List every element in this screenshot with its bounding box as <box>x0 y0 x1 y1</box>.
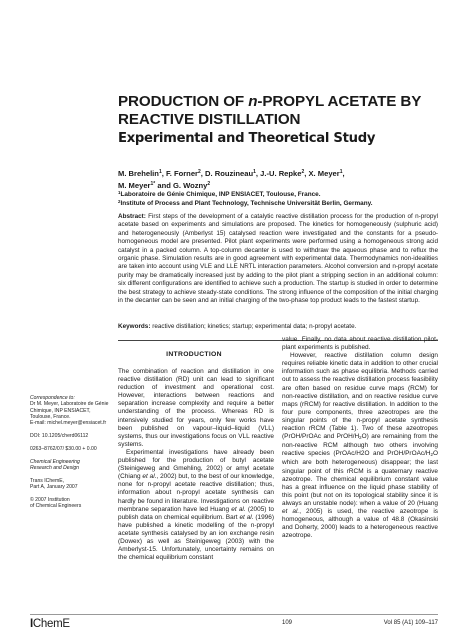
body-column-left <box>118 368 274 562</box>
author-affil-mark: 2 <box>207 181 211 187</box>
journal-line: Chemical Engineering <box>30 458 80 465</box>
copyright <box>30 497 110 510</box>
affiliation-text: Laboratoire de Génie Chimique, INP ENSIACET, Toulouse, France. <box>120 191 321 198</box>
section-heading-introduction: INTRODUCTION <box>166 351 222 358</box>
text-run: O which are both heterogeneous) disappear; the last singular point of this rRCM is a quaternary reactive azeotrope. The chemical equilibrium constant value has a great influence on the liquid phase stability of this point (but not on its topological stability since it is always an unstable node): when a value of 20 (Huang <box>282 450 438 507</box>
affiliation-mark: 2 <box>118 199 121 204</box>
author-affil-mark: 2 <box>301 169 305 175</box>
article-title <box>118 93 438 129</box>
correspondence-label: Correspondence to: <box>30 395 75 401</box>
page-number: 109 <box>282 620 293 626</box>
issn-price: 0263–8762/07/ $30.00 + 0.00 <box>30 445 97 452</box>
author: and G. Wozny <box>155 181 208 190</box>
author: , J.-U. Repke <box>255 169 302 178</box>
copyright-line: © 2007 Institution <box>30 496 70 503</box>
affiliation-2 <box>118 198 438 208</box>
doi: DOI: 10.1205/cherd06112 <box>30 432 89 439</box>
journal-name <box>30 459 110 472</box>
transactions-line: Trans IChemE, <box>30 477 65 484</box>
logo-part: I <box>30 618 33 630</box>
author-affil-mark: 1* <box>150 181 156 187</box>
author: M. Meyer <box>118 181 151 190</box>
journal-line: Research and Design <box>30 464 79 471</box>
icheme-logo <box>30 618 70 630</box>
author: , X. Meyer <box>304 169 340 178</box>
paragraph: The combination of reaction and distillation in one reactive distillation (RD) unit can lead to significant reduction of investment and operational cost. However, interactions between reactions and separation increase complexity and require a better understanding of the process. Whereas RD is intensively studied for years, only few works have been published on vapour–liquid–liquid (VLL) systems, thus our investigations focus on VLL reactive systems. <box>118 368 274 448</box>
author-affil-mark: 1 <box>253 169 256 175</box>
text-run: Experimental investigations have already been published for the production of butyl acetate (Steinigeweg and Gmehling, 2002) or amyl acetate (Chiang <box>118 448 274 481</box>
abstract <box>118 213 438 305</box>
body-column-right <box>282 336 438 540</box>
article-subtitle: Experimental and Theoretical Study <box>118 131 376 146</box>
subscript: 2 <box>359 435 362 441</box>
transactions-info <box>30 478 110 491</box>
title-italic-n: n <box>248 93 258 110</box>
margin-notes <box>30 395 110 516</box>
author-affil-mark: 1 <box>339 169 343 175</box>
abstract-text: First steps of the development of a catalytic reactive distillation process for the production of n-propyl acetate based on experiments and simulations are proposed. The kinetics for homogeneously (sulphuric acid) and heterogeneously (Amberlyst 15) catalysed reaction were investigated and the constants for a pseudo-homogeneous model are presented. Pilot plant experiments were performed using a homogeneous strong acid catalyst in a packed column. A top-column decanter is used to withdraw the aqueous phase and to reflux the organic phase. Simulation results are in good agreement with experimental data. Thermodynamics non-idealities are taken into account using VLE and LLE NRTL interaction parameters. Alcohol conversion and n-propyl acetate purity may be dramatically increased just by adding to the pilot plant a stripping section in an additional column: six different configurations are identified to achieve such a production. The startup is studied in order to determine the best strategy to achieve steady-state conditions. The strong influence of the composition of the initial charging in the decanter can be seen and an initial charging of the two-phase top product leads to the fastest startup. <box>118 213 438 305</box>
text-run: ., 2002) but, to the best of our knowledge, none for n-propyl acetate reactive distillation; thus, information about n-propyl acetate synthesis can hardly be found in literature. Investigations on reactive membrane separation have led Huang <box>118 473 274 513</box>
subscript: 2 <box>430 452 433 458</box>
author: , F. Forner <box>161 169 199 178</box>
paragraph <box>118 449 274 562</box>
author-list <box>118 167 438 191</box>
text-run: (2005) to publish data on chemical equilibrium. Bart <box>118 505 274 521</box>
text-run: O) are remaining from the non-reactive RCM although two others involving reactive species (PrOAc/H2O and PrOH/PrOAc/H <box>282 433 438 458</box>
text-run: However, reactive distillation column design requires reliable kinetic data in addition to other crucial information such as phase equilibria. Methods carried out to assess the reactive distillation process feasibility are often based on residue curve maps (RCM) for non-reactive distillation, and on reactive residue curve maps (rRCM) for reactive distillation. In addition to the four pure components, three azeotropes are the singular points of the n-propyl acetate synthesis reaction rRCM (Table 1). Two of these azeotropes (PrOH/PrOAc and PrOH/H <box>282 352 438 441</box>
correspondence-email: E-mail: michel.meyer@ensiacet.fr <box>30 420 107 427</box>
abstract-label: Abstract: <box>118 213 146 220</box>
text-italic: et al. <box>239 513 254 521</box>
paragraph <box>282 352 438 540</box>
correspondence-block <box>30 395 110 426</box>
footer-divider <box>30 614 438 615</box>
title-line2: REACTIVE DISTILLATION <box>118 111 301 128</box>
text-italic: et al. <box>231 505 246 513</box>
affiliation-text: Institute of Process and Plant Technology, Technische Universität Berlin, Germany. <box>120 200 373 207</box>
logo-part: E <box>62 618 70 630</box>
affiliation-mark: 1 <box>118 190 121 195</box>
author: M. Brehelin <box>118 169 159 178</box>
paragraph: value. Finally, no data about reactive distillation pilot-plant experiments is published. <box>282 336 438 352</box>
title-part: -PROPYL ACETATE BY <box>257 93 422 110</box>
keywords-label: Keywords: <box>118 323 151 330</box>
keywords-text: reactive distillation; kinetics; startup; experimental data; n-propyl acetate. <box>150 323 357 330</box>
copyright-line: of Chemical Engineers <box>30 503 82 510</box>
transactions-line: Part A, January 2007 <box>30 483 78 490</box>
text-italic: et al <box>142 473 155 481</box>
text-run: , 2005) is used, the reactive azeotrope is homogeneous, although a value of 48.8 (Okasinski and Doherty, 2000) leads to a heterogeneous reactive azeotrope. <box>282 507 438 540</box>
author-affil-mark: 2 <box>198 169 201 175</box>
title-part: PRODUCTION OF <box>118 93 249 110</box>
volume-info: Vol 85 (A1) 109–117 <box>383 620 438 626</box>
text-italic: et al. <box>282 507 300 515</box>
text-run: (1996) have published a kinetic modelling of the n-propyl acetate synthesis catalysed by an ion exchange resin (Dowex) as well as Steinigeweg (2003) with the Amberlyst-15. Unfortunately, uncertainty remains on the chemical equilibrium constant <box>118 513 274 562</box>
logo-part: Chem <box>32 618 63 630</box>
author-affil-mark: 1 <box>158 169 162 175</box>
author: , D. Rouzineau <box>200 169 254 178</box>
author-sep: , <box>342 169 345 178</box>
keywords <box>118 323 438 331</box>
correspondence-address: Dr M. Meyer, Laboratoire de Génie Chimique, INP ENSIACET, Toulouse, France. <box>30 401 109 420</box>
